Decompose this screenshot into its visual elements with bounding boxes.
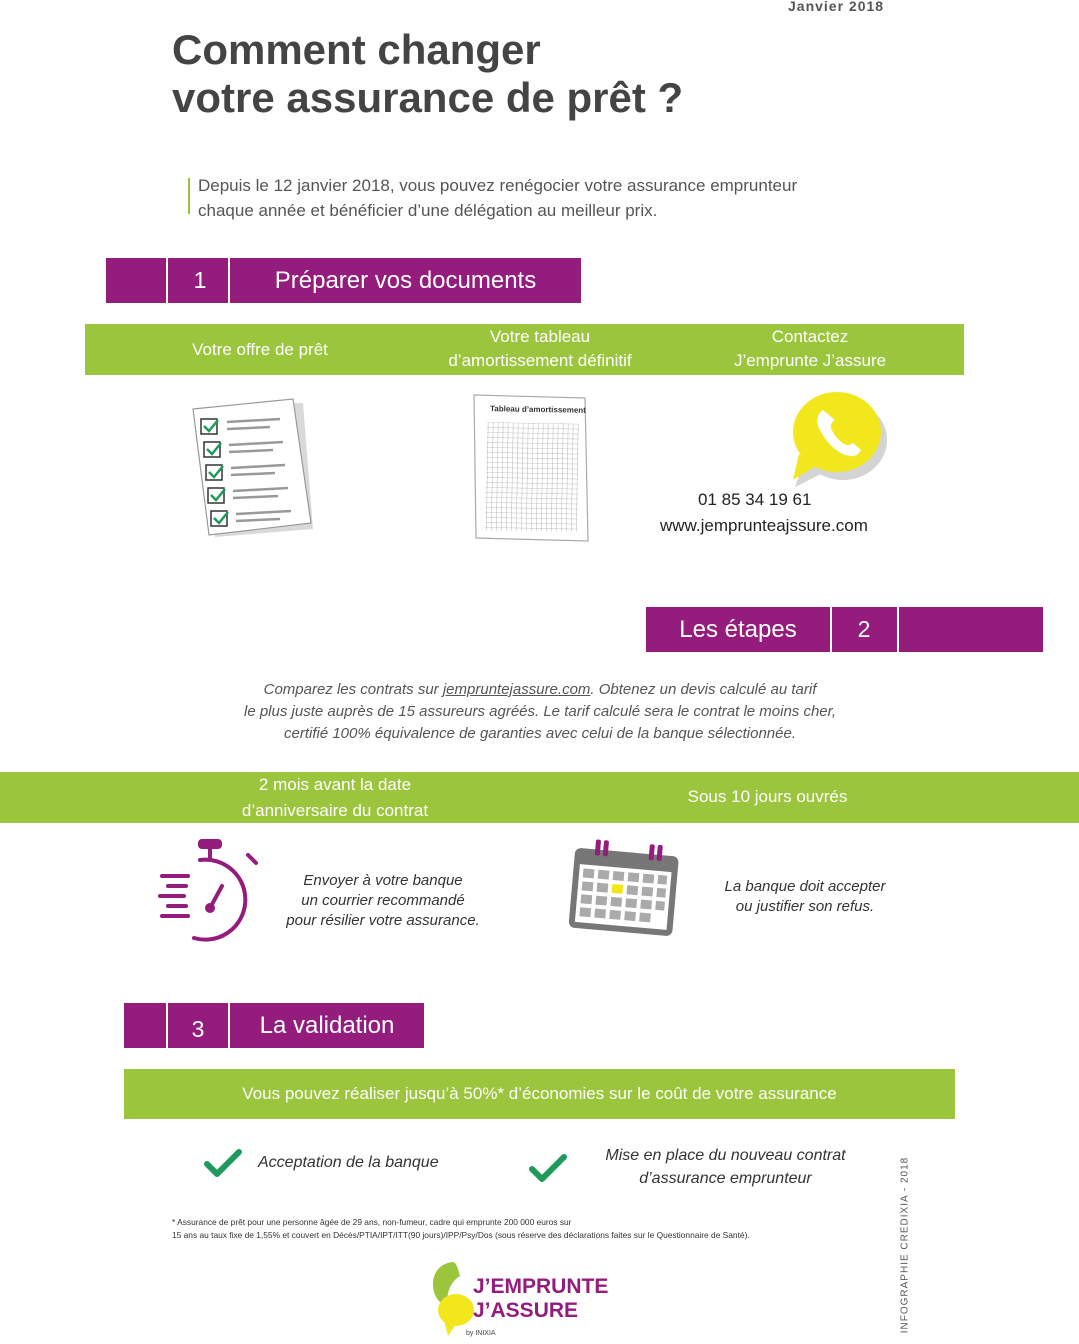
timing-left: 2 mois avant la date d’anniversaire du contrat — [241, 775, 429, 820]
title-line-1: Comment changer — [172, 26, 541, 73]
action-bank-response: La banque doit accepter ou justifier son refus. — [724, 878, 886, 915]
compare-link[interactable]: jempruntejassure.com — [442, 681, 591, 698]
chat-phone-icon — [785, 382, 895, 492]
table-title: Tableau d’amortissement — [489, 404, 586, 415]
step3-header — [124, 1003, 424, 1048]
intro-line-2: chaque année et bénéficier d’une délégation au meilleur prix. — [198, 201, 658, 220]
step3-number: 3 — [191, 1016, 205, 1042]
website-link[interactable]: www.jemprunteajssure.com — [660, 516, 868, 535]
intro-line-1: Depuis le 12 janvier 2018, vous pouvez renégocier votre assurance emprunteur — [198, 176, 798, 195]
intro-accent-bar — [188, 178, 190, 214]
checklist-icon — [185, 397, 320, 542]
check-icon — [203, 1148, 243, 1180]
intro-text — [198, 173, 898, 223]
page-title — [172, 26, 683, 122]
step1-band — [85, 324, 964, 375]
step2-number: 2 — [857, 616, 871, 642]
step2-label: Les étapes — [679, 615, 797, 643]
contact-label: Contactez J’emprunte J’assure — [733, 327, 887, 370]
check-new-contract: Mise en place du nouveau contrat d’assurance emprunteur — [605, 1147, 846, 1187]
credit-vertical: INFOGRAPHIE CREDIXIA - 2018 — [899, 1156, 911, 1334]
phone-number: 01 85 34 19 61 — [698, 490, 812, 509]
step2-band — [0, 772, 1079, 823]
action-send-letter: Envoyer à votre banque un courrier recommandé pour résilier votre assurance. — [286, 872, 480, 929]
step2-header — [646, 607, 1043, 652]
step1-number: 1 — [193, 267, 207, 293]
step1-header — [106, 258, 581, 303]
amortization-label: Votre tableau d’amortissement définitif — [448, 327, 632, 370]
timing-right: Sous 10 jours ouvrés — [687, 787, 848, 806]
compare-text: Comparez les contrats sur jempruntejassure.com. Obtenez un devis calculé au tarif le plus juste auprès de 15 assureurs agréés. Le tarif calculé sera le contrat le moins cher, certifié 100% équivalence de garanties avec celui de la banque sélectionnée. — [244, 681, 836, 742]
check-icon — [528, 1153, 568, 1185]
check-bank-acceptance: Acceptation de la banque — [258, 1154, 439, 1171]
savings-band — [124, 1069, 955, 1119]
calendar-icon — [564, 838, 684, 938]
stopwatch-icon — [158, 838, 268, 946]
logo-text: J’EMPRUNTE J’ASSURE — [473, 1275, 609, 1322]
step3-label: La validation — [259, 1011, 395, 1039]
title-line-2: votre assurance de prêt ? — [172, 74, 684, 121]
amortization-table-icon — [472, 393, 590, 543]
footnote: * Assurance de prêt pour une personne âgée de 29 ans, non-fumeur, cadre qui emprunte 200 000 euros sur 15 ans au taux fixe de 1,55% et couvert en Décès/PTIA/IPT/ITT(90 jours)/IPP/Psy/Dos (sous réserve des déclarations faites sur le Questionnaire de Santé). — [172, 1217, 750, 1240]
savings-text: Vous pouvez réaliser jusqu’à 50%* d’économies sur le coût de votre assurance — [242, 1084, 837, 1103]
document-date: Janvier 2018 — [788, 0, 885, 14]
logo-by: by INIXIA — [466, 1330, 496, 1337]
offer-label: Votre offre de prêt — [192, 340, 328, 359]
step1-label: Préparer vos documents — [274, 266, 537, 294]
